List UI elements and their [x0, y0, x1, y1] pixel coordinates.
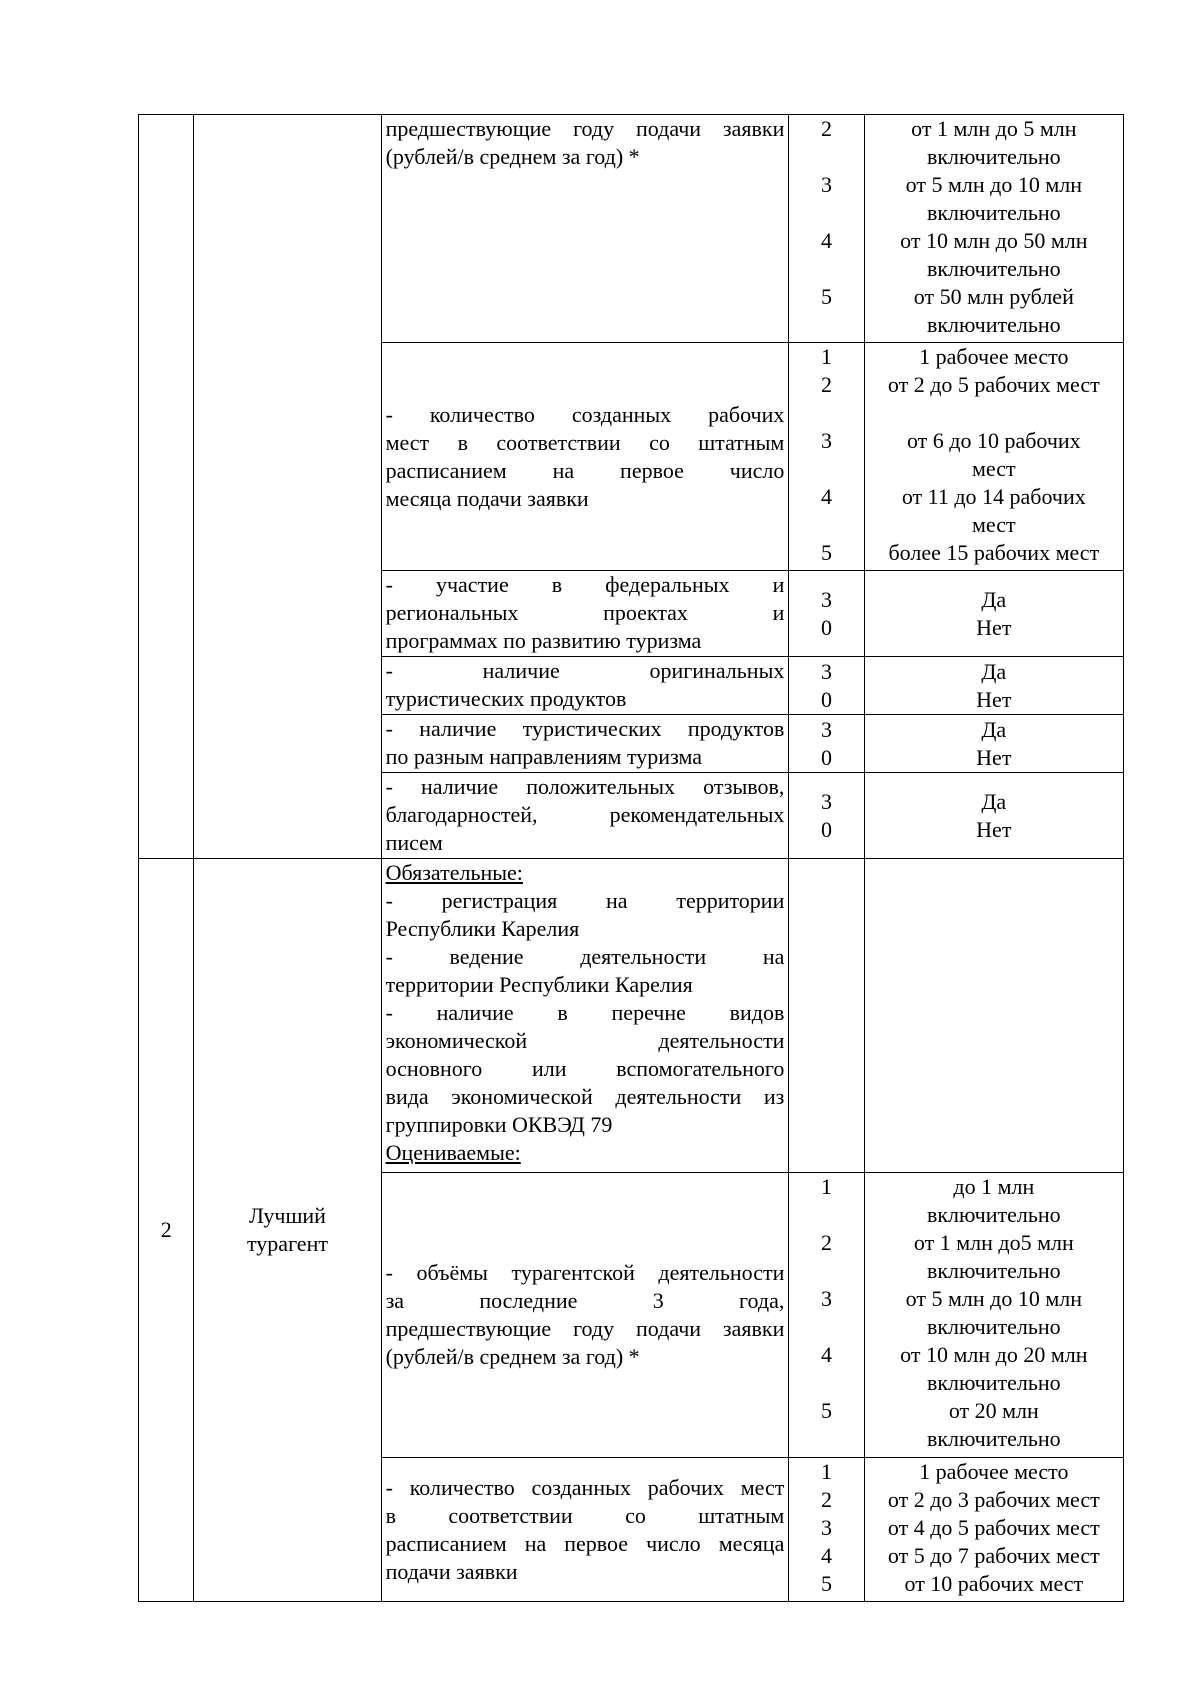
- points-value: 0: [821, 744, 832, 770]
- criterion-text: за последние 3 года,: [385, 1288, 785, 1313]
- option-value: Да: [981, 716, 1007, 742]
- options-cell: [864, 657, 1123, 715]
- nomination-name: турагент: [246, 1231, 328, 1256]
- points-value: [793, 1313, 859, 1341]
- option-value: Нет: [976, 744, 1012, 770]
- option-value: от 20 млн: [948, 1398, 1039, 1423]
- criterion-cell: [381, 343, 789, 571]
- points-list: [793, 343, 859, 567]
- option-value: от 2 до 3 рабочих мест: [887, 1487, 1100, 1512]
- option-value: от 5 до 7 рабочих мест: [887, 1543, 1100, 1568]
- criterion-text: писем: [385, 830, 443, 855]
- options-cell: [864, 859, 1123, 1173]
- options-list: [869, 1458, 1119, 1598]
- options-list: [869, 586, 1119, 642]
- points-value: 3: [821, 716, 832, 742]
- criterion-cell: [381, 859, 789, 1173]
- options-list: [869, 115, 1119, 339]
- points-value: 0: [821, 614, 832, 640]
- options-list: [869, 658, 1119, 714]
- criterion-text: предшествующие году подачи заявки: [385, 1316, 785, 1341]
- points-value: 3: [821, 586, 832, 612]
- option-value: включительно: [926, 1314, 1061, 1339]
- criterion-text: группировки ОКВЭД 79: [385, 1112, 613, 1137]
- criterion-text: предшествующие году подачи заявки: [385, 116, 785, 141]
- points-cell: [789, 343, 864, 571]
- criterion-text: (рублей/в среднем за год) *: [385, 144, 640, 169]
- points-value: 0: [821, 686, 832, 712]
- points-cell: [789, 571, 864, 657]
- option-value: включительно: [926, 256, 1061, 281]
- points-list: [793, 1173, 859, 1453]
- criterion-cell: [381, 773, 789, 859]
- criterion-text: экономической деятельности: [385, 1028, 785, 1053]
- points-list: [793, 115, 859, 339]
- points-value: [793, 1425, 859, 1453]
- points-list: [793, 1458, 859, 1598]
- options-list: [869, 343, 1119, 567]
- criterion-text: (рублей/в среднем за год) *: [385, 1344, 640, 1369]
- points-cell: [789, 115, 864, 343]
- criterion-text: мест в соответствии со штатным: [385, 429, 785, 455]
- points-cell: [789, 773, 864, 859]
- nomination-cell: [194, 115, 381, 859]
- points-value: 2: [821, 372, 832, 397]
- option-value: включительно: [926, 1202, 1061, 1227]
- points-list: [793, 788, 859, 844]
- row-number-cell: [139, 115, 194, 859]
- option-value: мест: [972, 456, 1016, 481]
- option-value: Нет: [976, 816, 1012, 842]
- criterion-cell: [381, 1458, 789, 1602]
- points-value: 2: [821, 1487, 832, 1512]
- criterion-text: расписанием на первое число: [385, 457, 785, 483]
- criterion-text: основного или вспомогательного: [385, 1056, 785, 1081]
- option-value: от 5 млн до 10 млн: [905, 172, 1082, 197]
- points-value: 3: [821, 788, 832, 814]
- points-value: 4: [821, 484, 832, 509]
- points-value: 5: [821, 540, 832, 565]
- option-value: Да: [981, 586, 1007, 612]
- criterion-cell: [381, 571, 789, 657]
- options-cell: [864, 715, 1123, 773]
- points-value: [793, 511, 859, 539]
- criterion-text: месяца подачи заявки: [385, 485, 589, 511]
- option-value: 1 рабочее место: [919, 1459, 1069, 1484]
- points-value: 4: [821, 1543, 832, 1568]
- points-value: 1: [821, 344, 832, 369]
- points-cell: [789, 1173, 864, 1458]
- criterion-cell: [381, 115, 789, 343]
- option-value: более 15 рабочих мест: [888, 540, 1100, 565]
- points-value: 1: [821, 1459, 832, 1484]
- option-value: включительно: [926, 1426, 1061, 1451]
- option-value: Да: [981, 788, 1007, 814]
- points-value: 3: [821, 658, 832, 684]
- criterion-text: - наличие положительных отзывов,: [385, 774, 785, 799]
- option-value: 1 рабочее место: [919, 344, 1069, 369]
- row-number-cell: [139, 859, 194, 1602]
- option-value: от 10 млн до 20 млн: [900, 1342, 1088, 1367]
- points-value: 3: [821, 428, 832, 453]
- criterion-text: благодарностей, рекомендательных: [385, 802, 785, 827]
- evaluated-heading: Оцениваемые:: [385, 1140, 521, 1165]
- criterion-text: - количество созданных рабочих мест: [385, 1474, 785, 1500]
- option-value: мест: [972, 512, 1016, 537]
- points-list: [793, 716, 859, 772]
- criterion-text: - наличие в перечне видов: [385, 1000, 785, 1025]
- options-cell: [864, 1173, 1123, 1458]
- points-value: 5: [821, 284, 832, 309]
- option-value: включительно: [926, 312, 1061, 337]
- option-value: от 50 млн рублей: [913, 284, 1074, 309]
- nomination-cell: [194, 859, 381, 1602]
- option-value: от 2 до 5 рабочих мест: [887, 372, 1100, 397]
- option-value: Нет: [976, 686, 1012, 712]
- criterion-text: - ведение деятельности на: [385, 944, 785, 969]
- criterion-text: подачи заявки: [385, 1558, 518, 1584]
- points-value: 3: [821, 172, 832, 197]
- criterion-text: - участие в федеральных и: [385, 572, 785, 597]
- points-value: 5: [821, 1571, 832, 1596]
- criterion-text: вида экономической деятельности из: [385, 1084, 785, 1109]
- points-value: [793, 1369, 859, 1397]
- points-value: [793, 1257, 859, 1285]
- option-value: Нет: [976, 614, 1012, 640]
- points-cell: [789, 657, 864, 715]
- criterion-cell: [381, 1173, 789, 1458]
- points-value: 2: [821, 1230, 832, 1255]
- options-cell: [864, 773, 1123, 859]
- points-value: [793, 199, 859, 227]
- criterion-cell: [381, 715, 789, 773]
- points-cell: [789, 1458, 864, 1602]
- points-value: [793, 455, 859, 483]
- points-value: 2: [821, 116, 832, 141]
- option-value: включительно: [926, 200, 1061, 225]
- row-number: 2: [160, 1217, 172, 1242]
- option-value: до 1 млн: [953, 1174, 1035, 1199]
- criterion-text: в соответствии со штатным: [385, 1502, 785, 1528]
- criterion-text: Республики Карелия: [385, 916, 580, 941]
- options-cell: [864, 115, 1123, 343]
- points-value: [793, 399, 859, 427]
- option-value: Да: [981, 658, 1007, 684]
- option-value: от 10 рабочих мест: [904, 1571, 1084, 1596]
- option-value: от 6 до 10 рабочих: [906, 428, 1081, 453]
- criterion-text: - количество созданных рабочих: [385, 401, 785, 427]
- option-value: от 10 млн до 50 млн: [900, 228, 1088, 253]
- criterion-text: туристических продуктов: [385, 686, 627, 711]
- options-cell: [864, 343, 1123, 571]
- options-list: [869, 1173, 1119, 1453]
- points-value: 0: [821, 816, 832, 842]
- points-value: [793, 255, 859, 283]
- criterion-text: программах по развитию туризма: [385, 628, 702, 653]
- option-value: [869, 399, 1119, 427]
- points-value: [793, 143, 859, 171]
- mandatory-heading: Обязательные:: [385, 860, 523, 885]
- option-value: от 4 до 5 рабочих мест: [887, 1515, 1100, 1540]
- options-list: [869, 716, 1119, 772]
- options-list: [869, 788, 1119, 844]
- option-value: от 1 млн до 5 млн: [911, 116, 1077, 141]
- points-value: 3: [821, 1515, 832, 1540]
- option-value: включительно: [926, 144, 1061, 169]
- option-value: включительно: [926, 1258, 1061, 1283]
- options-cell: [864, 571, 1123, 657]
- option-value: от 11 до 14 рабочих: [901, 484, 1086, 509]
- criterion-text: - регистрация на территории: [385, 888, 785, 913]
- criterion-text: территории Республики Карелия: [385, 972, 693, 997]
- nomination-name: Лучший: [249, 1203, 326, 1228]
- points-value: 4: [821, 1342, 832, 1367]
- option-value: от 1 млн до5 млн: [913, 1230, 1074, 1255]
- points-list: [793, 586, 859, 642]
- table-row: [139, 859, 1124, 1173]
- option-value: включительно: [926, 1370, 1061, 1395]
- options-cell: [864, 1458, 1123, 1602]
- points-value: [793, 311, 859, 339]
- criteria-table: [138, 114, 1124, 1602]
- table-row: [139, 115, 1124, 343]
- criterion-text: - наличие оригинальных: [385, 658, 785, 683]
- criterion-text: - наличие туристических продуктов: [385, 716, 785, 741]
- criterion-text: расписанием на первое число месяца: [385, 1530, 785, 1556]
- criterion-text: - объёмы турагентской деятельности: [385, 1260, 785, 1285]
- points-value: 3: [821, 1286, 832, 1311]
- points-cell: [789, 859, 864, 1173]
- criterion-text: региональных проектах и: [385, 600, 785, 625]
- points-value: 4: [821, 228, 832, 253]
- points-value: 5: [821, 1398, 832, 1423]
- points-list: [793, 658, 859, 714]
- criterion-text: по разным направлениям туризма: [385, 744, 702, 769]
- option-value: от 5 млн до 10 млн: [905, 1286, 1082, 1311]
- criterion-cell: [381, 657, 789, 715]
- points-cell: [789, 715, 864, 773]
- points-value: [793, 1201, 859, 1229]
- points-value: 1: [821, 1174, 832, 1199]
